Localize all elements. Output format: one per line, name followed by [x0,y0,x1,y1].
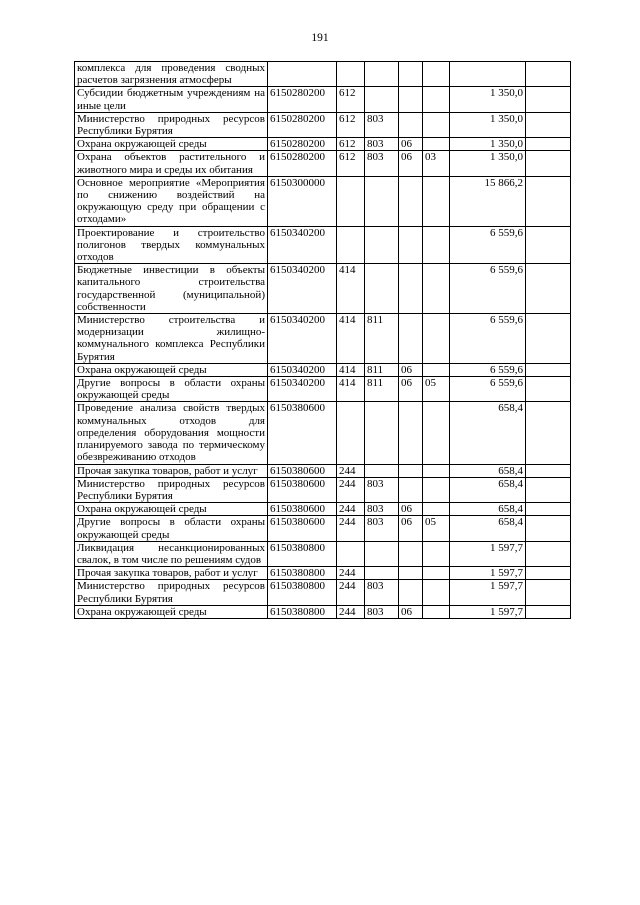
empty-cell [526,605,571,618]
expense-type-code: 244 [337,503,365,516]
empty-cell [526,567,571,580]
section-code: 06 [399,363,423,376]
section-code [399,62,423,87]
subsection-code: 05 [423,516,450,541]
section-code [399,567,423,580]
target-article-code: 6150380800 [268,580,337,605]
row-name: Охрана объектов растительного и животного мира и среды их обитания [75,151,268,176]
expense-type-code: 414 [337,264,365,314]
target-article-code: 6150340200 [268,264,337,314]
amount: 1 597,7 [450,541,526,566]
subsection-code [423,314,450,364]
section-code: 06 [399,516,423,541]
table-row [75,541,571,566]
row-name: Другие вопросы в области охраны окружающей среды [75,377,268,402]
target-article-code: 6150380600 [268,464,337,477]
section-code: 06 [399,377,423,402]
target-article-code: 6150380600 [268,402,337,464]
table-row [75,87,571,112]
ministry-code [365,567,399,580]
amount: 1 350,0 [450,138,526,151]
amount: 6 559,6 [450,314,526,364]
section-code [399,477,423,502]
section-code [399,580,423,605]
subsection-code [423,503,450,516]
ministry-code: 803 [365,112,399,137]
row-name: Проведение анализа свойств твердых коммунальных отходов для определения оборудования мощности планируемого завода по термическому обезвреживанию отходов [75,402,268,464]
section-code [399,176,423,226]
row-name: Охрана окружающей среды [75,605,268,618]
empty-cell [526,176,571,226]
expense-type-code: 244 [337,605,365,618]
table-row [75,605,571,618]
expense-type-code: 244 [337,477,365,502]
target-article-code: 6150340200 [268,363,337,376]
subsection-code [423,605,450,618]
empty-cell [526,363,571,376]
row-name: Прочая закупка товаров, работ и услуг [75,464,268,477]
subsection-code [423,176,450,226]
row-name: Субсидии бюджетным учреждениям на иные цели [75,87,268,112]
section-code [399,112,423,137]
subsection-code [423,580,450,605]
expense-type-code: 244 [337,580,365,605]
table-row [75,363,571,376]
target-article-code: 6150380800 [268,541,337,566]
amount: 658,4 [450,464,526,477]
empty-cell [526,580,571,605]
amount: 1 597,7 [450,580,526,605]
section-code: 06 [399,138,423,151]
table-row [75,516,571,541]
ministry-code: 811 [365,314,399,364]
section-code [399,264,423,314]
amount: 6 559,6 [450,264,526,314]
expense-type-code: 414 [337,377,365,402]
expense-type-code [337,402,365,464]
section-code [399,226,423,264]
ministry-code: 811 [365,377,399,402]
amount: 6 559,6 [450,226,526,264]
section-code [399,541,423,566]
table-row [75,580,571,605]
amount: 6 559,6 [450,377,526,402]
target-article-code: 6150380800 [268,567,337,580]
amount: 1 597,7 [450,567,526,580]
amount: 1 597,7 [450,605,526,618]
row-name: Прочая закупка товаров, работ и услуг [75,567,268,580]
subsection-code [423,541,450,566]
empty-cell [526,516,571,541]
amount: 1 350,0 [450,151,526,176]
subsection-code [423,138,450,151]
row-name: Министерство строительства и модернизации жилищно-коммунального комплекса Республики Бурятия [75,314,268,364]
section-code [399,87,423,112]
table-row [75,503,571,516]
subsection-code: 05 [423,377,450,402]
table-row [75,402,571,464]
expense-type-code: 414 [337,314,365,364]
target-article-code [268,62,337,87]
ministry-code [365,264,399,314]
table-row [75,62,571,87]
amount: 15 866,2 [450,176,526,226]
ministry-code: 803 [365,503,399,516]
table-row [75,314,571,364]
table-row [75,264,571,314]
target-article-code: 6150280200 [268,87,337,112]
table-row [75,567,571,580]
empty-cell [526,503,571,516]
table-row [75,176,571,226]
empty-cell [526,62,571,87]
target-article-code: 6150280200 [268,138,337,151]
subsection-code [423,363,450,376]
empty-cell [526,112,571,137]
amount: 1 350,0 [450,112,526,137]
section-code [399,314,423,364]
ministry-code [365,62,399,87]
ministry-code: 803 [365,516,399,541]
amount: 658,4 [450,477,526,502]
table-row [75,226,571,264]
subsection-code [423,226,450,264]
ministry-code: 803 [365,151,399,176]
ministry-code [365,464,399,477]
target-article-code: 6150280200 [268,151,337,176]
expense-type-code [337,62,365,87]
row-name: Ликвидация несанкционированных свалок, в том числе по решениям судов [75,541,268,566]
ministry-code [365,541,399,566]
row-name: комплекса для проведения сводных расчетов загрязнения атмосферы [75,62,268,87]
target-article-code: 6150340200 [268,377,337,402]
subsection-code [423,464,450,477]
row-name: Охрана окружающей среды [75,138,268,151]
expense-type-code: 244 [337,516,365,541]
table-body [75,62,571,619]
expense-type-code [337,226,365,264]
table-row [75,377,571,402]
budget-table [74,61,571,619]
row-name: Другие вопросы в области охраны окружающей среды [75,516,268,541]
empty-cell [526,541,571,566]
subsection-code: 03 [423,151,450,176]
target-article-code: 6150380600 [268,516,337,541]
target-article-code: 6150340200 [268,226,337,264]
amount: 1 350,0 [450,87,526,112]
subsection-code [423,567,450,580]
table-row [75,151,571,176]
target-article-code: 6150380800 [268,605,337,618]
row-name: Бюджетные инвестиции в объекты капитального строительства государственной (муниципальной) собственности [75,264,268,314]
ministry-code: 803 [365,477,399,502]
section-code: 06 [399,151,423,176]
amount [450,62,526,87]
table-row [75,477,571,502]
section-code [399,464,423,477]
row-name: Министерство природных ресурсов Республики Бурятия [75,112,268,137]
subsection-code [423,264,450,314]
row-name: Охрана окружающей среды [75,503,268,516]
ministry-code: 811 [365,363,399,376]
section-code: 06 [399,503,423,516]
target-article-code: 6150380600 [268,477,337,502]
empty-cell [526,87,571,112]
section-code [399,402,423,464]
table-row [75,112,571,137]
empty-cell [526,464,571,477]
row-name: Проектирование и строительство полигонов твердых коммунальных отходов [75,226,268,264]
expense-type-code: 612 [337,112,365,137]
empty-cell [526,138,571,151]
target-article-code: 6150380600 [268,503,337,516]
row-name: Охрана окружающей среды [75,363,268,376]
row-name: Основное мероприятие «Мероприятия по снижению воздействий на окружающую среду при обращении с отходами» [75,176,268,226]
target-article-code: 6150300000 [268,176,337,226]
table-row [75,464,571,477]
ministry-code [365,176,399,226]
ministry-code: 803 [365,580,399,605]
row-name: Министерство природных ресурсов Республики Бурятия [75,477,268,502]
amount: 658,4 [450,402,526,464]
row-name: Министерство природных ресурсов Республики Бурятия [75,580,268,605]
table-row [75,138,571,151]
ministry-code [365,87,399,112]
empty-cell [526,226,571,264]
expense-type-code: 244 [337,464,365,477]
expense-type-code: 612 [337,151,365,176]
amount: 6 559,6 [450,363,526,376]
expense-type-code: 414 [337,363,365,376]
amount: 658,4 [450,503,526,516]
empty-cell [526,264,571,314]
empty-cell [526,314,571,364]
expense-type-code [337,176,365,226]
expense-type-code [337,541,365,566]
expense-type-code: 244 [337,567,365,580]
ministry-code: 803 [365,138,399,151]
section-code: 06 [399,605,423,618]
subsection-code [423,477,450,502]
target-article-code: 6150340200 [268,314,337,364]
empty-cell [526,377,571,402]
empty-cell [526,151,571,176]
amount: 658,4 [450,516,526,541]
subsection-code [423,112,450,137]
page-number: 191 [311,32,329,44]
ministry-code [365,402,399,464]
ministry-code: 803 [365,605,399,618]
ministry-code [365,226,399,264]
subsection-code [423,87,450,112]
expense-type-code: 612 [337,138,365,151]
subsection-code [423,62,450,87]
empty-cell [526,402,571,464]
expense-type-code: 612 [337,87,365,112]
empty-cell [526,477,571,502]
subsection-code [423,402,450,464]
target-article-code: 6150280200 [268,112,337,137]
